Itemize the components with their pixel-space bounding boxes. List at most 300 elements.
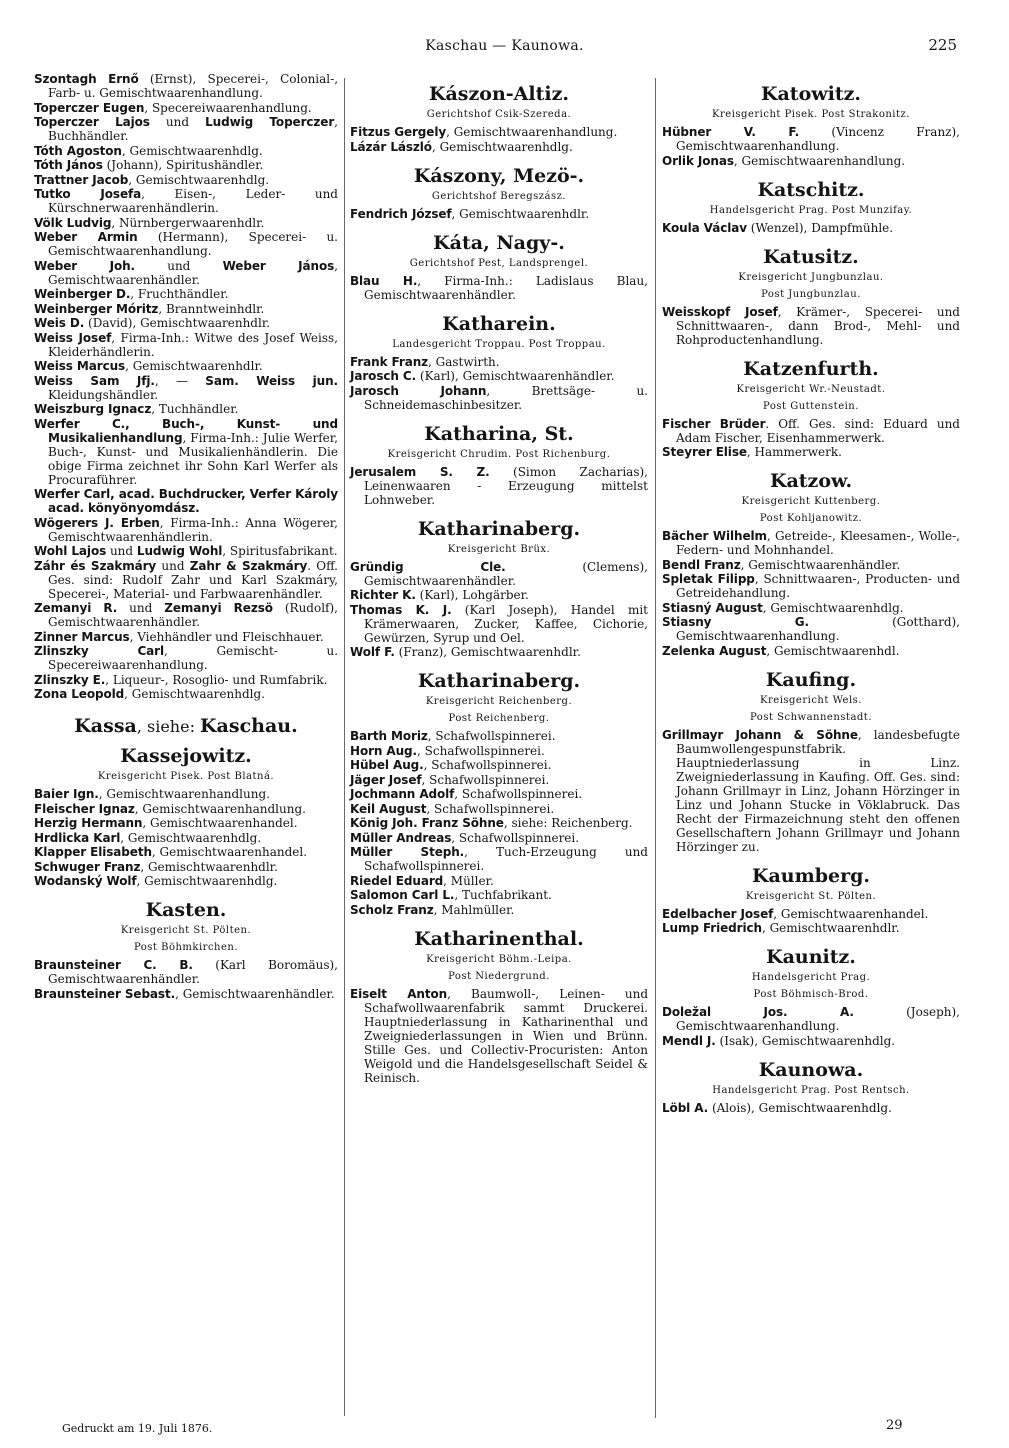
entry-text: , Schafwollspinnerei. [417, 743, 545, 758]
directory-entry [350, 369, 648, 383]
entry-text: . Off. Ges. sind: Rudolf Zahr und Karl Szakmáry, Specerei-, Material- und Farbwaarenhändler. [48, 558, 338, 601]
entry-name: Edelbacher Josef [662, 906, 774, 921]
entry-name: Sam. Weiss jun. [205, 373, 339, 388]
place-heading: Katharinaberg. [417, 517, 581, 540]
entry-name: Horn Aug. [350, 743, 418, 758]
entry-name: Jarosch Johann [350, 383, 487, 398]
entry-text: (Simon Zacharias), Leinenwaaren - Erzeugung mittelst Lohnweber. [364, 464, 648, 507]
entry-name: Scholz Franz [350, 902, 434, 917]
directory-entry [350, 831, 648, 845]
directory-entry [34, 144, 338, 158]
place-heading: Katharina, St. [424, 422, 574, 445]
entry-text: , Gemischtwaarenhdlg. [128, 172, 270, 187]
directory-entry [350, 773, 648, 787]
directory-entry [662, 529, 960, 557]
entry-name: Zlinszky E. [34, 672, 106, 687]
directory-entry [34, 802, 338, 816]
directory-entry [34, 673, 338, 687]
entry-text: , Eisen-, Leder- und Kürschnerwaarenhändlerin. [48, 187, 338, 215]
post-line: Post Guttenstein. [763, 400, 859, 412]
entry-name: Hübel Aug. [350, 758, 424, 772]
entry-name: Fleischer Ignaz [34, 801, 135, 816]
entry-text: , Gemischtwaarenhdlg. [121, 143, 263, 158]
court-line: Kreisgericht Wels. [760, 694, 862, 706]
entry-name: Fitzus Gergely [350, 125, 447, 139]
entry-name: Weber Joh. [34, 258, 135, 273]
entry-text: , Schafwollspinnerei. [423, 758, 552, 772]
directory-entry [350, 874, 648, 888]
entry-name: Jarosch C. [350, 369, 417, 383]
column-1 [34, 72, 338, 1001]
post-line: Post Jungbunzlau. [761, 288, 861, 300]
post-line: Post Schwannenstadt. [749, 711, 873, 723]
place-heading: Katzow. [769, 470, 853, 492]
entry-name: Salomon Carl L. [350, 888, 455, 902]
entry-name: Weisskopf Josef [662, 304, 778, 319]
entry-name: Blau H. [350, 273, 418, 288]
entry-text: , Gemischtwaarenhandlung. [98, 787, 270, 801]
court-line: Kreisgericht St. Pölten. [120, 925, 252, 936]
entry-name: Klapper Elisabeth [34, 845, 152, 859]
entry-name: Weber Armin [34, 230, 138, 244]
directory-entry [34, 687, 338, 701]
entry-name: Bendl Franz [662, 557, 741, 572]
directory-entry [662, 1034, 960, 1048]
cross-reference [34, 715, 338, 737]
entry-name: Jochmann Adolf [350, 787, 455, 801]
place-heading: Kaufing. [765, 668, 857, 691]
column-2 [350, 72, 648, 1085]
place-heading: Kaunitz. [766, 946, 856, 968]
entry-text: (Rudolf), Gemischtwaarenhändler. [48, 601, 338, 629]
place-section [350, 927, 648, 983]
entry-text: (Karl), Gemischtwaarenhändler. [416, 369, 615, 383]
court-line: Handelsgericht Prag. Post Munzifay. [709, 204, 913, 216]
entry-text: , Gemischtwaarenhdlg. [762, 600, 904, 615]
entry-name: Schwuger Franz [34, 859, 141, 874]
entry-text: , Fruchthändler. [130, 287, 229, 301]
directory-entry [34, 374, 338, 402]
entry-text: (Isak), Gemischtwaarenhdlg. [715, 1033, 896, 1048]
place-section [662, 864, 960, 903]
entry-name: Mendl J. [662, 1033, 716, 1048]
place-section [662, 1058, 960, 1097]
directory-entry [350, 645, 648, 659]
entry-name: Wodanský Wolf [34, 874, 137, 888]
entry-name: Müller Andreas [350, 830, 452, 845]
entry-text: (Joseph), Gemischtwaarenhandlung. [676, 1005, 960, 1033]
place-heading: Katharein. [442, 312, 556, 335]
post-line: Post Kohljanowitz. [759, 513, 863, 524]
place-section [662, 82, 960, 121]
directory-entry [34, 302, 338, 316]
print-date: Gedruckt am 19. Juli 1876. [62, 1422, 213, 1435]
entry-text: , Gastwirth. [428, 354, 500, 369]
entry-name: Zelenka August [662, 643, 767, 658]
entry-text: (Ernst), Specerei-, Colonial-, Farb- u. Gemischtwaarenhandlung. [48, 72, 339, 100]
entry-name: Braunsteiner C. B. [34, 958, 193, 972]
entry-name: Lump Friedrich [662, 921, 762, 935]
entry-text: , Firma-Inh.: Anna Wögerer, Gemischtwaarenhändlerin. [48, 515, 338, 544]
entry-text: (Karl Joseph), Handel mit Krämerwaaren, Zucker, Kaffee, Cichorie, Gewürzen, Syrup und Oel. [364, 602, 648, 645]
entry-text: (Karl Boromäus), Gemischtwaarenhändler. [48, 958, 338, 986]
court-line: Kreisgericht Pisek. Post Blatná. [97, 771, 275, 782]
place-heading: Kassejowitz. [120, 745, 252, 767]
directory-entry [34, 115, 338, 143]
entry-text: , Gemischtwaarenhdlr. [761, 921, 900, 935]
place-section [662, 357, 960, 413]
place-section [34, 898, 338, 954]
directory-entry [34, 874, 338, 888]
column-divider [344, 78, 345, 1416]
entry-text: (Hermann), Specerei- u. Gemischtwaarenhandlung. [48, 230, 338, 258]
entry-text: (Gotthard), Gemischtwaarenhandlung. [676, 615, 960, 643]
xref-text: , siehe: [136, 717, 201, 736]
directory-entry [350, 903, 648, 917]
page-header [0, 34, 1009, 58]
directory-entry [350, 125, 648, 139]
entry-text: , Brettsäge- u. Schneidemaschinbesitzer. [364, 383, 648, 412]
entry-text: (Johann), Spiritushändler. [102, 158, 264, 172]
directory-entry [662, 644, 960, 658]
directory-entry [34, 787, 338, 801]
entry-text: , Gemischtwaarenhandel. [773, 906, 929, 921]
entry-text: , Viehhändler und Fleischhauer. [129, 629, 324, 644]
entry-text: , Gemischtwaarenhdl. [766, 643, 900, 658]
directory-entry [350, 758, 648, 772]
place-section [34, 744, 338, 783]
entry-text: und [106, 544, 137, 558]
entry-text: , Gemischtwaarenhdlg. [431, 139, 573, 154]
entry-name: Zahr & Szakmáry [189, 558, 308, 573]
entry-name: Doležal Jos. A. [662, 1005, 854, 1019]
place-heading: Kászon-Altiz. [428, 83, 570, 105]
page-number: 225 [928, 36, 957, 54]
entry-text: (David), Gemischtwaarenhdlr. [84, 316, 271, 330]
directory-entry [350, 465, 648, 507]
place-section [350, 422, 648, 461]
entry-name: Stiasný August [662, 600, 763, 615]
place-heading: Kaumberg. [751, 864, 871, 887]
court-line: Handelsgericht Prag. Post Rentsch. [712, 1084, 910, 1096]
entry-name: Zona Leopold [34, 687, 125, 701]
entry-name: Weinberger Móritz [34, 301, 159, 316]
place-heading: Katusitz. [763, 245, 859, 268]
place-heading: Kasten. [145, 899, 227, 921]
directory-entry [350, 207, 648, 221]
court-line: Handelsgericht Prag. [751, 972, 871, 983]
court-line: Kreisgericht Brüx. [447, 543, 551, 555]
directory-entry [34, 331, 338, 359]
directory-entry [350, 603, 648, 645]
place-heading: Katowitz. [760, 83, 862, 105]
entry-name: Weiszburg Ignacz [34, 402, 152, 416]
entry-name: Riedel Eduard [350, 873, 444, 888]
court-line: Kreisgericht Böhm.-Leipa. [426, 953, 572, 965]
court-line: Kreisgericht Pisek. Post Strakonitz. [712, 109, 910, 120]
entry-name: Fendrich József [350, 206, 452, 221]
running-title: Kaschau — Kaunowa. [425, 38, 584, 54]
directory-entry [662, 154, 960, 168]
entry-name: Thomas K. J. [350, 602, 452, 617]
court-line: Kreisgericht Reichenberg. [425, 696, 573, 707]
entry-text: , Gemischtwaarenhdlr. [125, 359, 263, 373]
entry-text: , Müller. [443, 873, 494, 888]
entry-name: Bächer Wilhelm [662, 529, 767, 543]
entry-name: Toperczer Lajos [34, 115, 150, 129]
directory-entry [34, 516, 338, 544]
entry-text: , Gemischtwaarenhandel. [151, 845, 308, 859]
entry-text: , Hammerwerk. [746, 445, 842, 459]
entry-text: , siehe: Reichenberg. [503, 816, 633, 830]
entry-name: Zinner Marcus [34, 629, 130, 644]
place-section [350, 82, 648, 121]
entry-name: Frank Franz [350, 354, 429, 369]
entry-text: , Gemischtwaarenhandlung. [733, 153, 906, 168]
entry-name: Hrdlicka Karl [34, 830, 121, 845]
entry-name: Toperczer Eugen [34, 100, 145, 115]
entry-name: Grillmayr Johann & Söhne [662, 727, 858, 742]
directory-entry [34, 601, 338, 629]
directory-entry [34, 958, 338, 986]
directory-entry [34, 187, 338, 215]
entry-name: Szontagh Ernő [34, 72, 139, 86]
court-line: Kreisgericht St. Pölten. [745, 890, 877, 902]
directory-entry [350, 588, 648, 602]
entry-name: Zemanyi Rezsö [164, 601, 273, 615]
entry-text: , Schafwollspinnerei. [427, 729, 556, 743]
entry-text: und [117, 601, 165, 615]
column-3 [662, 72, 960, 1115]
directory-entry [350, 560, 648, 588]
directory-entry [34, 487, 338, 515]
court-line: Gerichtshof Beregszász. [431, 190, 567, 202]
column-divider [655, 78, 656, 1418]
entry-text: , Gemischtwaarenhändler. [175, 986, 335, 1001]
entry-text: (Franz), Gemischtwaarenhdlr. [394, 645, 581, 659]
entry-text: , Schafwollspinnerei. [454, 787, 583, 801]
entry-name: Müller Steph. [350, 845, 465, 859]
entry-text: , Mahlmüller. [433, 902, 515, 917]
xref-target: Kaschau. [200, 715, 298, 737]
directory-entry [662, 1101, 960, 1115]
entry-name: Gründig Cle. [350, 559, 506, 574]
directory-entry [34, 860, 338, 874]
directory-entry [34, 417, 338, 487]
entry-text: und [149, 115, 206, 129]
court-line: Gerichtshof Csik-Szereda. [426, 109, 572, 120]
entry-name: Jäger Josef [350, 772, 422, 787]
entry-text: , Schafwollspinnerei. [426, 801, 555, 816]
place-section [662, 469, 960, 525]
directory-entry [662, 601, 960, 615]
entry-text: , Gemischtwaarenhändler. [48, 258, 338, 287]
directory-entry [34, 402, 338, 416]
entry-text: , Gemischtwaarenhdlr. [140, 859, 278, 874]
directory-entry [34, 644, 338, 672]
entry-name: Weis D. [34, 316, 85, 330]
signature-mark: 29 [886, 1418, 903, 1433]
directory-entry [662, 572, 960, 600]
xref-place: Kassa [74, 715, 137, 737]
directory-entry [350, 816, 648, 830]
entry-text: , Specereiwaarenhandlung. [144, 100, 312, 115]
entry-name: Weiss Josef [34, 330, 112, 345]
entry-name: Keil August [350, 801, 427, 816]
directory-entry [662, 221, 960, 235]
directory-entry [350, 384, 648, 412]
directory-entry [662, 907, 960, 921]
entry-text: , Tuchhändler. [151, 402, 239, 416]
place-heading: Katharinenthal. [414, 927, 584, 950]
place-heading: Kaunowa. [758, 1058, 864, 1081]
entry-text: , Buchhändler. [48, 115, 338, 143]
entry-text: (Alois), Gemischtwaarenhdlg. [708, 1100, 892, 1115]
entry-name: Tutko Josefa [34, 187, 142, 201]
entry-text: , Nürnbergerwaarenhdlr. [111, 215, 265, 230]
entry-name: Eiselt Anton [350, 986, 448, 1001]
entry-name: Baier Ign. [34, 787, 99, 801]
entry-name: Hübner V. F. [662, 125, 800, 139]
entry-name: Koula Václav [662, 220, 747, 235]
court-line: Landesgericht Troppau. Post Troppau. [392, 338, 606, 350]
post-line: Post Reichenberg. [448, 713, 550, 724]
entry-text: , Gemischtwaarenhdlg. [120, 830, 262, 845]
directory-entry [34, 359, 338, 373]
place-section [662, 668, 960, 724]
entry-text: (Clemens), Gemischtwaarenhändler. [364, 559, 648, 588]
entry-name: Richter K. [350, 588, 416, 602]
directory-entry [662, 558, 960, 572]
directory-entry [350, 274, 648, 302]
entry-name: Werfer C., Buch-, Kunst- und Musikalienhandlung [34, 416, 338, 445]
entry-text: , Firma-Inh.: Ladislaus Blau, Gemischtwaarenhändler. [364, 273, 648, 302]
entry-text: , Firma-Inh.: Julie Werfer, Buch-, Kunst- und Musikalienhändlerin. Die obige Firma zeichnet ihr Sohn Karl Werfer als Procuraführer. [48, 430, 338, 487]
entry-text: , Schnittwaaren-, Producten- und Getreidehandlung. [676, 572, 961, 600]
entry-text: und [156, 558, 190, 573]
entry-name: Weiss Marcus [34, 359, 126, 373]
entry-name: Weber János [222, 258, 335, 273]
directory-entry [662, 921, 960, 935]
place-section [350, 312, 648, 351]
directory-entry [34, 816, 338, 830]
entry-name: Záhr és Szakmáry [34, 558, 157, 573]
place-heading: Katschitz. [757, 178, 865, 201]
directory-entry [662, 728, 960, 854]
entry-text: , Firma-Inh.: Witwe des Josef Weiss, Kleiderhändlerin. [48, 330, 338, 359]
entry-text: (Vincenz Franz), Gemischtwaarenhandlung. [676, 125, 960, 153]
directory-entry [34, 630, 338, 644]
entry-name: Ludwig Toperczer [205, 115, 335, 129]
court-line: Kreisgericht Chrudim. Post Richenburg. [387, 448, 611, 460]
entry-text: , Tuch-Erzeugung und Schafwollspinnerei. [364, 845, 648, 873]
directory-entry [662, 417, 960, 445]
entry-text: , landesbefugte Baumwollengespunstfabrik. Hauptniederlassung in Linz. Zweigniederlassung in Kaufing. Off. Ges. sind: Johann Grillmayr in Linz, Johann Hörzinger in Linz und Johann Stucke in Vöklabruck. Das Recht der Firmazeichnung steht den offenen Gesellschaftern Johann Grillmayr und Johann Hörzinger zu. [676, 727, 960, 854]
entry-name: Löbl A. [662, 1100, 709, 1115]
entry-text: , Getreide-, Kleesamen-, Wolle-, Federn- und Mohnhandel. [676, 529, 960, 557]
entry-text: , Gemischtwaarenhdlr. [451, 206, 590, 221]
directory-entry [34, 831, 338, 845]
entry-name: Steyrer Elise [662, 445, 747, 459]
entry-text: , Liqueur-, Rosoglio- und Rumfabrik. [105, 672, 328, 687]
entry-name: Zemanyi R. [34, 601, 118, 615]
place-heading: Katharinaberg. [417, 670, 581, 692]
court-line: Kreisgericht Wr.-Neustadt. [736, 383, 886, 395]
directory-entry [350, 802, 648, 816]
entry-text: , Schafwollspinnerei. [451, 830, 580, 845]
entry-name: Zlinszky Carl [34, 644, 165, 658]
entry-name: Wohl Lajos [34, 544, 107, 558]
entry-text: . Off. Ges. sind: Eduard und Adam Fischer, Eisenhammerwerk. [676, 416, 960, 445]
entry-text: , Gemischtwaarenhändler. [740, 557, 901, 572]
place-section [350, 669, 648, 725]
directory-entry [350, 140, 648, 154]
entry-name: Fischer Brüder [662, 416, 766, 431]
entry-name: Werfer Carl, acad. Buchdrucker, Verfer Károly acad. könyönyomdász. [34, 487, 338, 515]
entry-name: Tóth Agoston [34, 143, 122, 158]
directory-entry [34, 72, 338, 100]
directory-entry [662, 445, 960, 459]
entry-text: , Baumwoll-, Leinen- und Schafwollwaarenfabrik sammt Druckerei. Hauptniederlassung in Katharinenthal und Zweigniederlassungen in Wien und Brünn. Stille Ges. und Collectiv-Procuristen: Anton Weigold und die Handelsgesellschaft Seidel & Reinisch. [364, 986, 648, 1085]
place-heading: Káta, Nagy-. [433, 231, 565, 254]
directory-entry [34, 316, 338, 330]
directory-entry [662, 125, 960, 153]
entry-text: , Schafwollspinnerei. [421, 772, 550, 787]
entry-name: Wögerers J. Erben [34, 515, 160, 530]
directory-entry [34, 544, 338, 558]
entry-text: , Branntweinhdlr. [158, 301, 265, 316]
directory-entry [34, 259, 338, 287]
post-line: Post Böhmkirchen. [133, 942, 239, 953]
entry-name: Tóth János [34, 158, 103, 172]
place-section [350, 231, 648, 270]
court-line: Kreisgericht Kuttenberg. [741, 496, 881, 507]
directory-entry [350, 787, 648, 801]
entry-text: (Karl), Lohgärber. [415, 588, 529, 602]
entry-name: Barth Moriz [350, 729, 428, 743]
directory-entry [34, 158, 338, 172]
post-line: Post Böhmisch-Brod. [753, 989, 869, 1000]
place-heading: Katzenfurth. [743, 357, 879, 380]
entry-text: , Gemischt- u. Specereiwaarenhandlung. [48, 644, 339, 672]
entry-name: Weinberger D. [34, 287, 131, 301]
directory-entry [34, 987, 338, 1001]
directory-entry [34, 230, 338, 258]
directory-entry [34, 559, 338, 601]
directory-entry [662, 1005, 960, 1033]
entry-name: Orlik Jonas [662, 153, 734, 168]
directory-entry [350, 355, 648, 369]
entry-text: , Gemischtwaarenhdlg. [136, 874, 278, 888]
entry-name: Völk Ludvig [34, 215, 112, 230]
post-line: Post Niedergrund. [448, 970, 550, 982]
entry-name: Herzig Hermann [34, 816, 143, 830]
court-line: Kreisgericht Jungbunzlau. [738, 271, 884, 283]
entry-text: , — [154, 373, 206, 388]
directory-entry [34, 101, 338, 115]
directory-entry [34, 287, 338, 301]
entry-text: , Gemischtwaarenhandlung. [134, 801, 306, 816]
directory-entry [350, 744, 648, 758]
place-section [350, 164, 648, 203]
entry-text: , Gemischtwaarenhandel. [142, 816, 298, 830]
entry-name: Wolf F. [350, 645, 395, 659]
place-section [350, 517, 648, 556]
place-section [662, 178, 960, 217]
directory-entry [34, 173, 338, 187]
entry-name: Spletak Filipp [662, 572, 755, 586]
entry-text: und [135, 258, 223, 273]
